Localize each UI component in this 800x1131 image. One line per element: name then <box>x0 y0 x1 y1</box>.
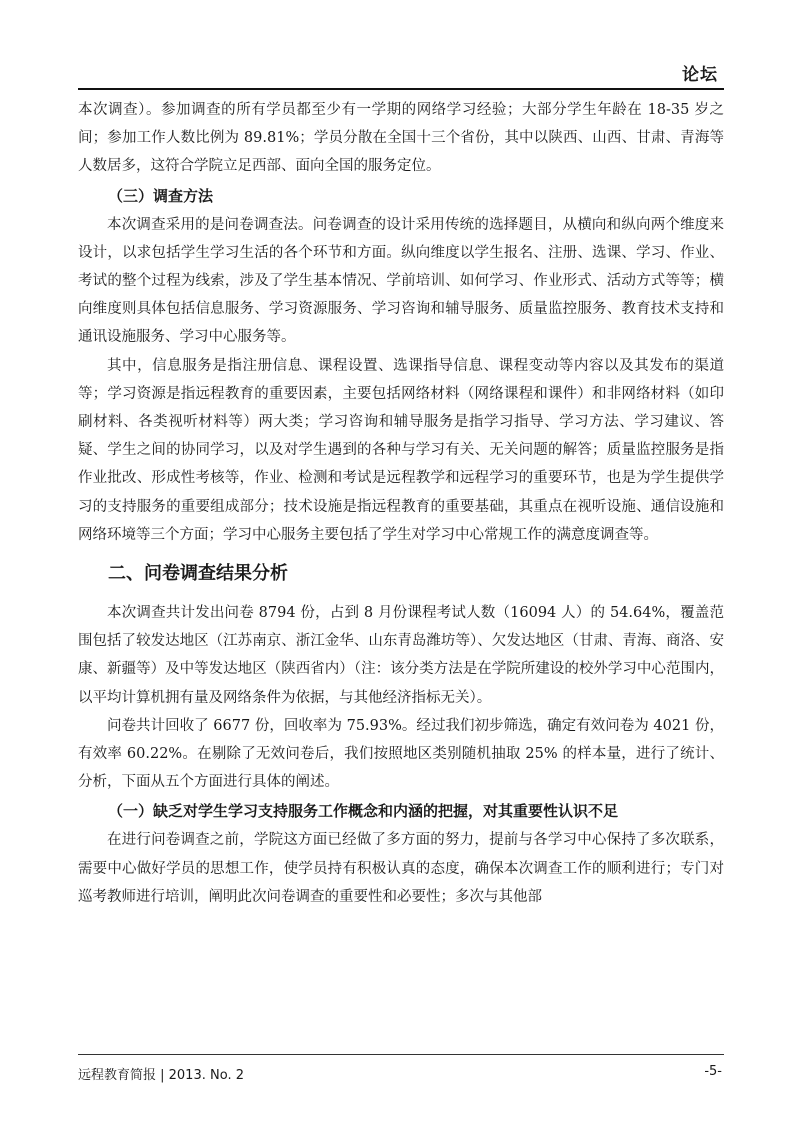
page-number: -5- <box>704 1064 722 1079</box>
page-header <box>78 56 724 90</box>
paragraph-service-definitions: 其中，信息服务是指注册信息、课程设置、选课指导信息、课程变动等内容以及其发布的渠道等；学习资源是指远程教育的重要因素，主要包括网络材料（网络课程和课件）和非网络材料（如印刷材料、各类视听材料等）两大类；学习咨询和辅导服务是指学习指导、学习方法、学习建议、答疑、学生之间的协同学习，以及对学生遇到的各种与学习有关、无关问题的解答；质量监控服务是指作业批改、形成性考核等，作业、检测和考试是远程教学和远程学习的重要环节，也是为学生提供学习的支持服务的重要组成部分；技术设施是指远程教育的重要基础，其重点在视听设施、通信设施和网络环境等三个方面；学习中心服务主要包括了学生对学习中心常规工作的满意度调查等。 <box>78 357 724 543</box>
article-body <box>78 96 724 911</box>
page-footer <box>78 1054 724 1084</box>
column-title: 论坛 <box>682 65 718 85</box>
paragraph-method: 本次调查采用的是问卷调查法。问卷调查的设计采用传统的选择题目，从横向和纵向两个维度来设计，以求包括学生学习生活的各个环节和方面。纵向维度以学生报名、注册、选课、学习、作业、考试的整个过程为线索，涉及了学生基本情况、学前培训、如何学习、作业形式、活动方式等等；横向维度则具体包括信息服务、学习资源服务、学习咨询和辅导服务、质量监控服务、教育技术支持和通讯设施服务、学习中心服务等。 <box>78 216 724 346</box>
heading-lack-of-understanding: （一）缺乏对学生学习支持服务工作概念和内涵的把握，对其重要性认识不足 <box>108 802 619 821</box>
header-rule <box>78 88 724 90</box>
footer-rule <box>78 1054 724 1055</box>
paragraph-distribution: 本次调查共计发出问卷 8794 份，占到 8 月份课程考试人数（16094 人）的 54.64%，覆盖范围包括了较发达地区（江苏南京、浙江金华、山东青岛潍坊等）、欠发达地区（甘肃、青海、商洛、安康、新疆等）及中等发达地区（陕西省内）（注：该分类方法是在学院所建设的校外学习中心范围内，以平均计算机拥有量及网络条件为依据，与其他经济指标无关）。 <box>78 605 724 706</box>
heading-section-results: 二、问卷调查结果分析 <box>108 563 288 585</box>
paragraph-recovery: 问卷共计回收了 6677 份，回收率为 75.93%。经过我们初步筛选，确定有效问卷为 4021 份，有效率 60.22%。在剔除了无效问卷后，我们按照地区类别随机抽取 25% 的样本量，进行了统计、分析，下面从五个方面进行具体的阐述。 <box>78 717 724 791</box>
paragraph-preparation: 在进行问卷调查之前，学院这方面已经做了多方面的努力，提前与各学习中心保持了多次联系，需要中心做好学员的思想工作，使学员持有积极认真的态度，确保本次调查工作的顺利进行；专门对巡考教师进行培训，阐明此次问卷调查的重要性和必要性；多次与其他部 <box>78 832 724 905</box>
journal-name: 远程教育简报 | 2013. No. 2 <box>78 1068 244 1083</box>
paragraph-participants: 本次调查）。参加调查的所有学员都至少有一学期的网络学习经验；大部分学生年龄在 18-35 岁之间；参加工作人数比例为 89.81%；学员分散在全国十三个省份，其中以陕西、山西、甘肃、青海等人数居多，这符合学院立足西部、面向全国的服务定位。 <box>78 102 724 175</box>
heading-survey-method: （三）调查方法 <box>108 186 214 205</box>
